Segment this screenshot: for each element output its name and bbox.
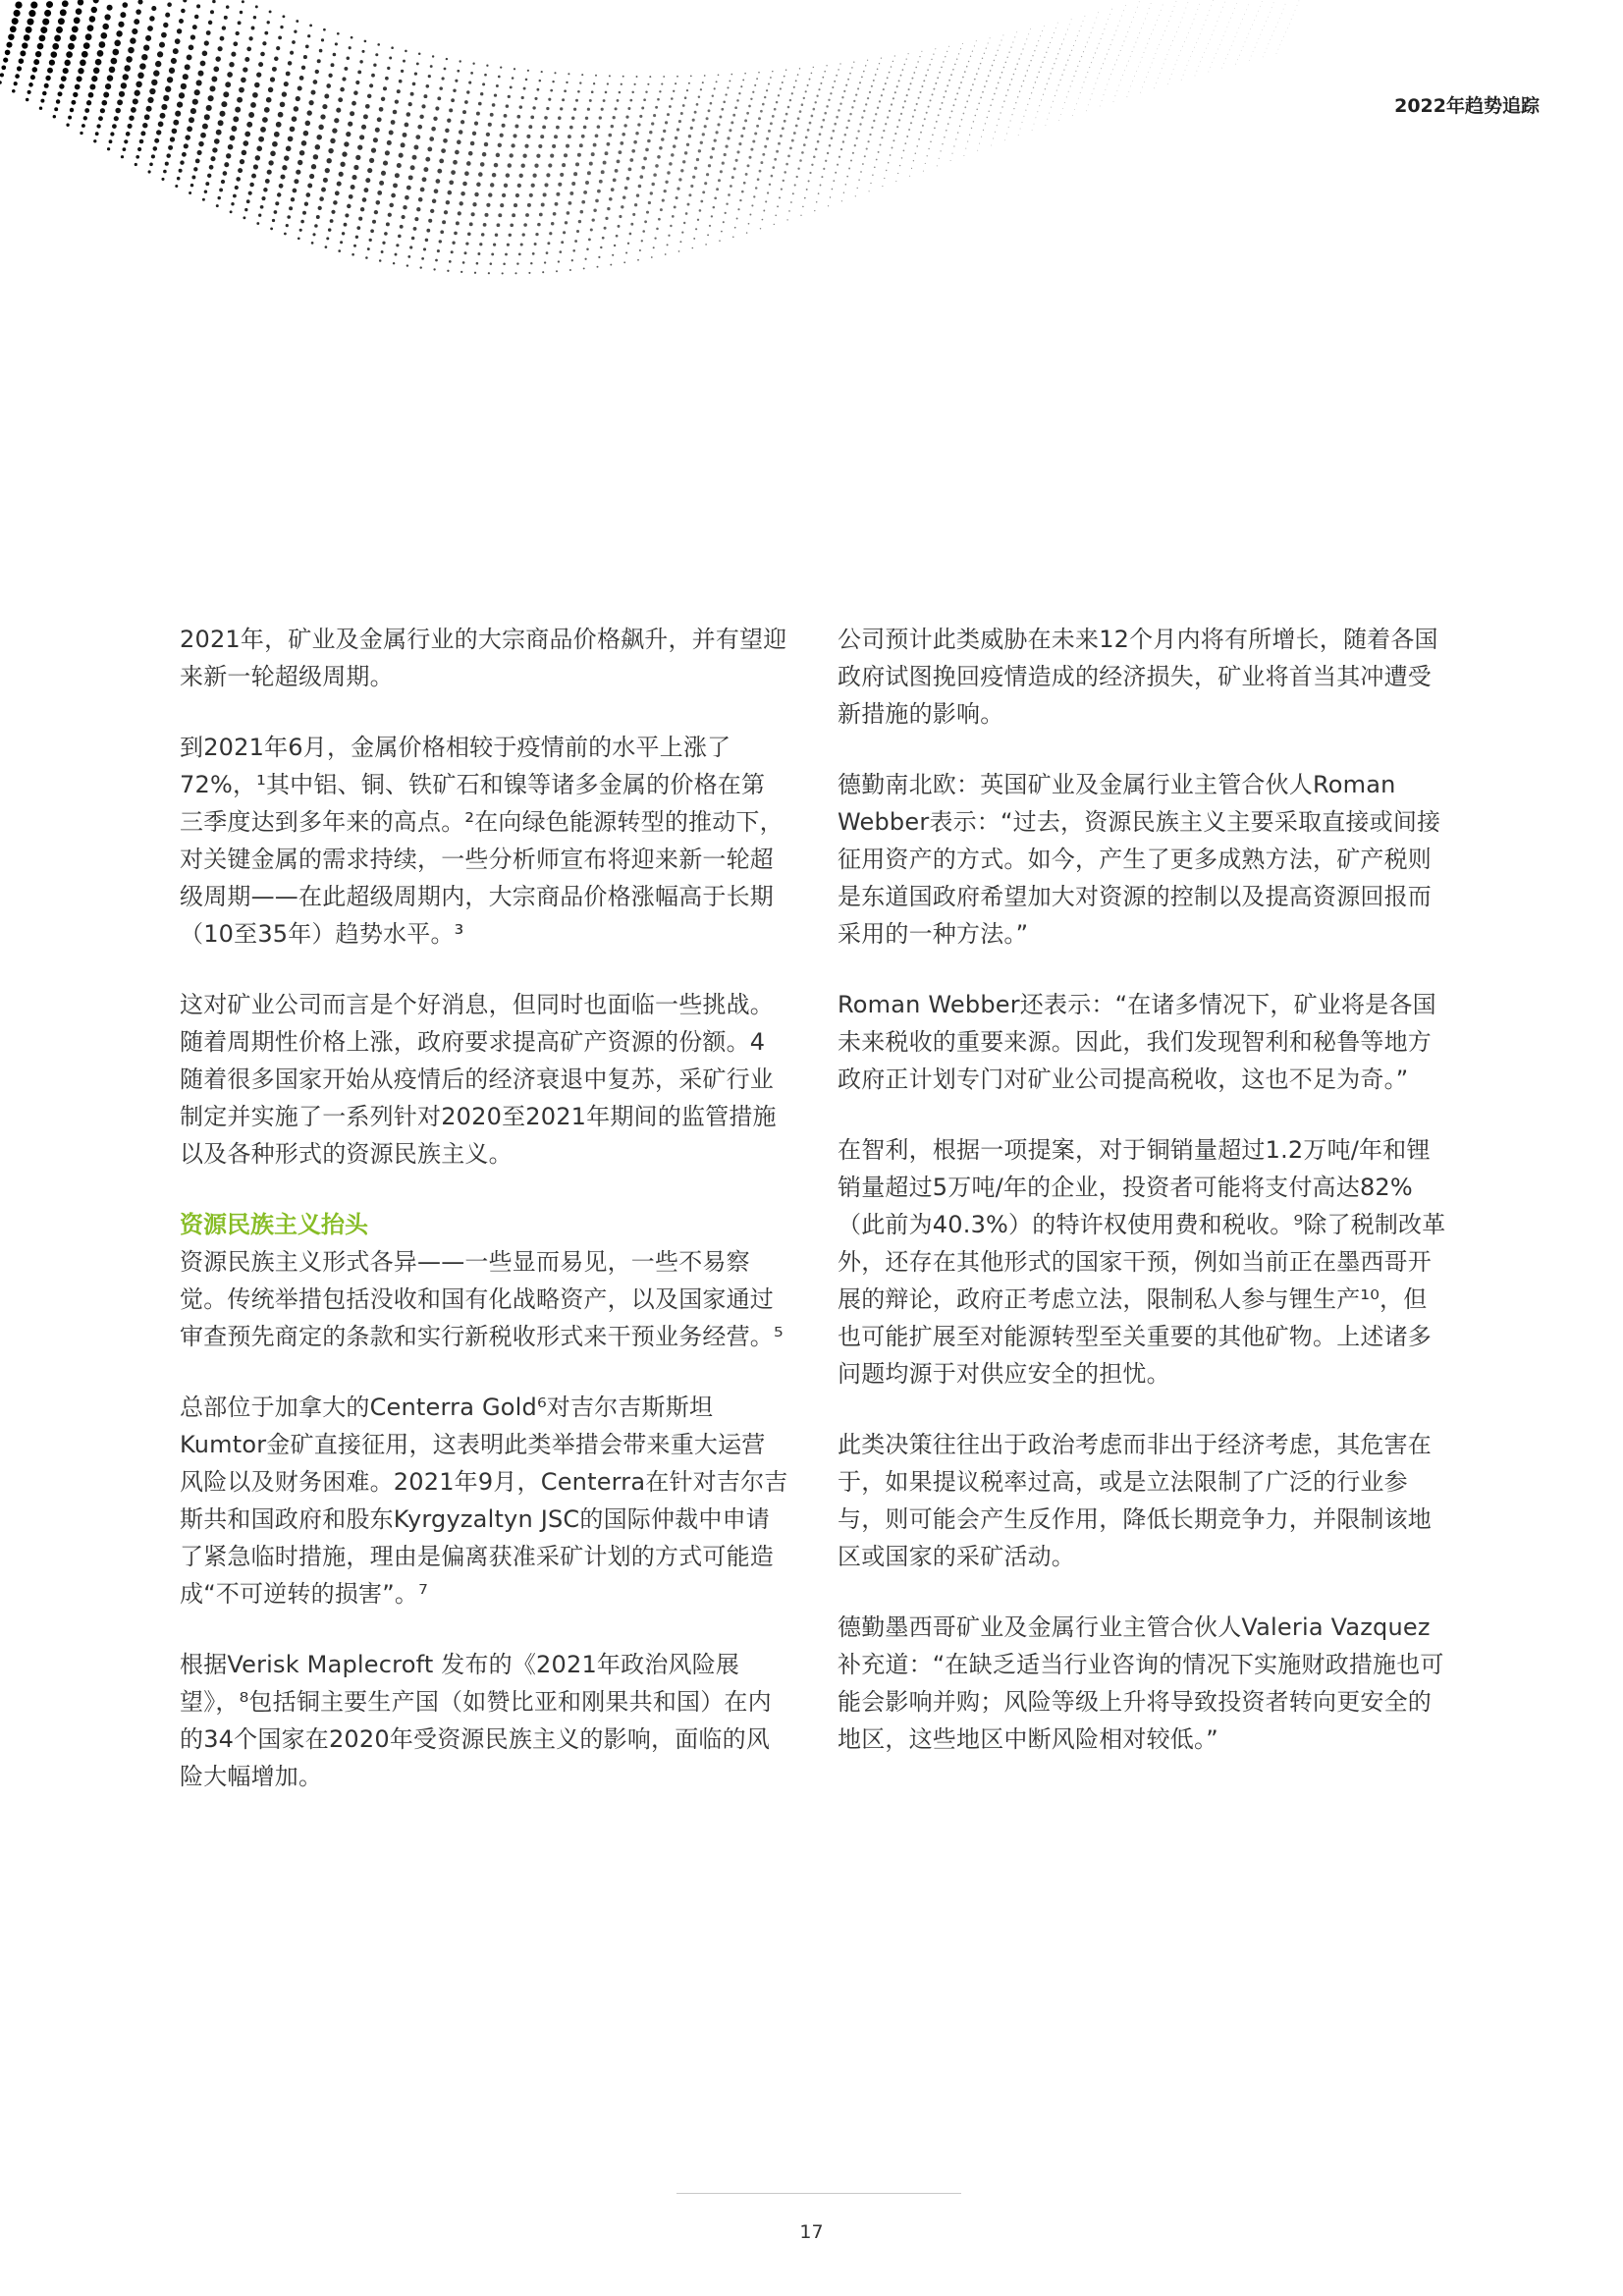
threat-paragraph: 公司预计此类威胁在未来12个月内将有所增长，随着各国政府试图挽回疫情造成的经济损失，矿业将首当其冲遭受新措施的影响。	[838, 626, 1438, 728]
metal-price-paragraph: 到2021年6月，金属价格相较于疫情前的水平上涨了72%，¹其中铝、铜、铁矿石和镍等诸多金属的价格在第三季度达到多年来的高点。²在向绿色能源转型的推动下，对关键金属的需求持续，一些分析师宣布将迎来新一轮超级周期——在此超级周期内，大宗商品价格涨幅高于长期（10至35年）趋势水平。³	[180, 734, 784, 948]
policy-risk-paragraph: 此类决策往往出于政治考虑而非出于经济考虑，其危害在于，如果提议税率过高，或是立法限制了广泛的行业参与，则可能会产生反作用，降低长期竞争力，并限制该地区或国家的采矿活动。	[838, 1431, 1432, 1570]
vazquez-quote-paragraph: 德勤墨西哥矿业及金属行业主管合伙人Valeria Vazquez补充道：“在缺乏适当行业咨询的情况下实施财政措施也可能会影响并购；风险等级上升将导致投资者转向更安全的地区，这些地区中断风险相对较低。”	[838, 1613, 1444, 1753]
left-column	[180, 621, 788, 1829]
section-heading: 资源民族主义抬头	[180, 1211, 368, 1238]
right-column	[838, 621, 1446, 1791]
nationalism-forms-paragraph: 资源民族主义形式各异——一些显而易见，一些不易察觉。传统举措包括没收和国有化战略资产，以及国家通过审查预先商定的条款和实行新税收形式来干预业务经营。⁵	[180, 1248, 784, 1350]
page-number: 17	[799, 2221, 824, 2243]
chile-paragraph: 在智利，根据一项提案，对于铜销量超过1.2万吨/年和锂销量超过5万吨/年的企业，投资者可能将支付高达82%（此前为40.3%）的特许权使用费和税收。⁹除了税制改革外，还存在其他形式的国家干预，例如当前正在墨西哥开展的辩论，政府正考虑立法，限制私人参与锂生产¹⁰，但也可能扩展至对能源转型至关重要的其他矿物。上述诸多问题均源于对供应安全的担忧。	[838, 1136, 1446, 1388]
intro-paragraph: 2021年，矿业及金属行业的大宗商品价格飙升，并有望迎来新一轮超级周期。	[180, 626, 787, 690]
report-title: 2022年趋势追踪	[1394, 95, 1540, 117]
verisk-paragraph: 根据Verisk Maplecroft 发布的《2021年政治风险展望》，⁸包括铜主要生产国（如赞比亚和刚果共和国）在内的34个国家在2020年受资源民族主义的影响，面临的风险大幅增加。	[180, 1651, 772, 1790]
webber-quote-2-paragraph: Roman Webber还表示：“在诸多情况下，矿业将是各国未来税收的重要来源。因此，我们发现智利和秘鲁等地方政府正计划专门对矿业公司提高税收，这也不足为奇。”	[838, 991, 1436, 1093]
dotted-wave-graphic	[0, 0, 1623, 550]
challenges-paragraph: 这对矿业公司而言是个好消息，但同时也面临一些挑战。随着周期性价格上涨，政府要求提高矿产资源的份额。4随着很多国家开始从疫情后的经济衰退中复苏，采矿行业制定并实施了一系列针对2020至2021年期间的监管措施以及各种形式的资源民族主义。	[180, 991, 777, 1168]
webber-quote-1-paragraph: 德勤南北欧：英国矿业及金属行业主管合伙人Roman Webber表示：“过去，资源民族主义主要采取直接或间接征用资产的方式。如今，产生了更多成熟方法，矿产税则是东道国政府希望加大对资源的控制以及提高资源回报而采用的一种方法。”	[838, 771, 1441, 948]
footer-divider	[676, 2193, 961, 2194]
centerra-paragraph: 总部位于加拿大的Centerra Gold⁶对吉尔吉斯斯坦Kumtor金矿直接征用，这表明此类举措会带来重大运营风险以及财务困难。2021年9月，Centerra在针对吉尔吉斯共和国政府和股东Kyrgyzaltyn JSC的国际仲裁中申请了紧急临时措施，理由是偏离获准采矿计划的方式可能造成“不可逆转的损害”。⁷	[180, 1394, 788, 1608]
